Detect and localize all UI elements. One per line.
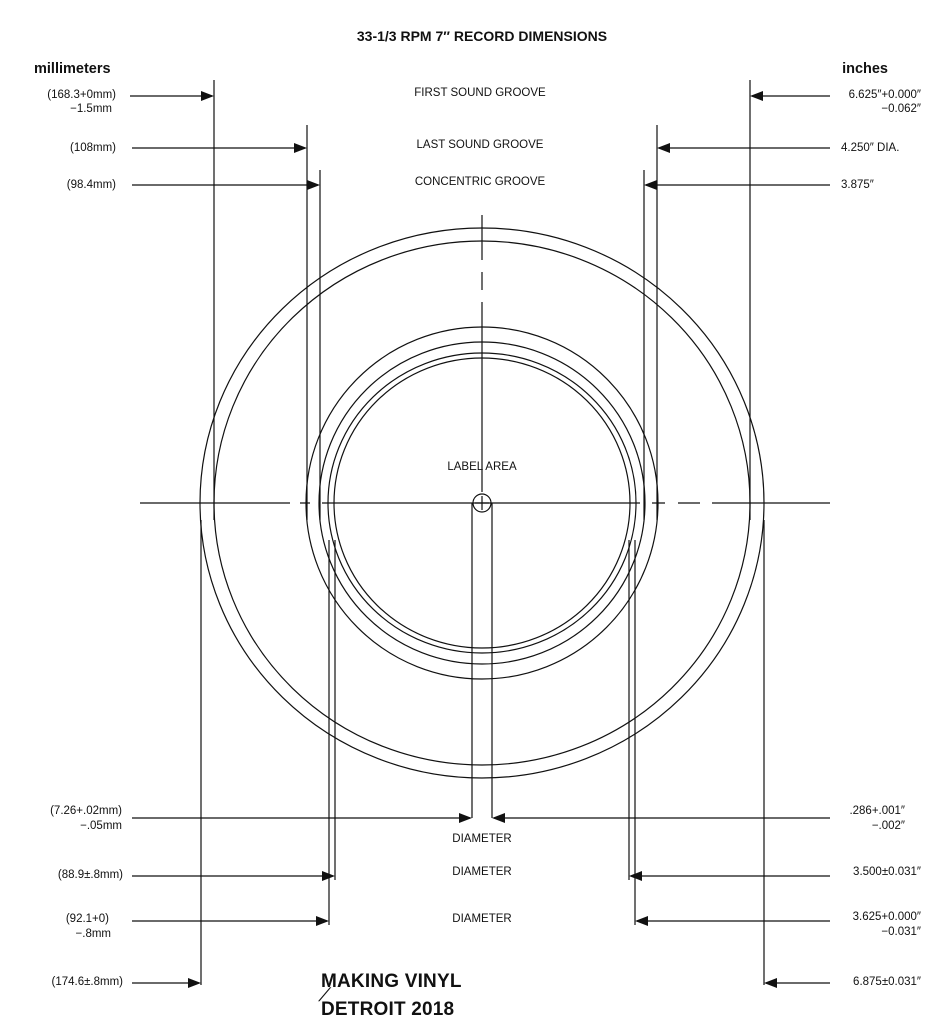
arrow-first-groove-left — [201, 91, 214, 101]
footer-right-text: DETROIT 2018 — [320, 999, 455, 1020]
arrow-last-groove-left — [294, 143, 307, 153]
in-record: 6.875±0.031″ — [853, 976, 921, 988]
label-area-label: LABEL AREA — [447, 461, 517, 473]
footer-left-text: MAKING VINYL — [320, 971, 462, 992]
arrow-last-groove-right — [657, 143, 670, 153]
page-title: 33-1/3 RPM 7″ RECORD DIMENSIONS — [356, 28, 608, 44]
arrow-record-left — [188, 978, 201, 988]
arrow-hole-left — [459, 813, 472, 823]
mm-record: (174.6±.8mm) — [51, 976, 123, 988]
mm-concentric-groove: (98.4mm) — [66, 179, 116, 191]
in-label-outer: 3.625+0.000″ — [852, 911, 921, 923]
mm-label-inner: (88.9±.8mm) — [57, 869, 123, 881]
in-first-sound-groove: 6.625″+0.000″ — [848, 89, 921, 101]
inches-header: inches — [842, 61, 888, 77]
label-outer-diameter-label: DIAMETER — [452, 913, 512, 925]
in-concentric-groove: 3.875″ — [841, 179, 874, 191]
mm-first-sound-groove-tolerance: −1.5mm — [70, 103, 112, 115]
label-inner-diameter-label: DIAMETER — [452, 866, 512, 878]
in-hole-tolerance: −.002″ — [871, 820, 905, 832]
hole-projection-lines — [472, 503, 492, 818]
arrow-label-outer-left — [316, 916, 329, 926]
footer-credit — [310, 961, 462, 1020]
arrow-hole-right — [492, 813, 505, 823]
mm-label-outer: (92.1+0) — [65, 913, 109, 925]
footer-slash: / — [315, 985, 333, 1006]
in-last-sound-groove: 4.250″ DIA. — [841, 142, 900, 154]
mm-last-sound-groove: (108mm) — [69, 142, 116, 154]
arrow-concentric-left — [307, 180, 320, 190]
mm-label-outer-tolerance: −.8mm — [75, 928, 111, 940]
mm-hole: (7.26+.02mm) — [50, 805, 122, 817]
in-hole: .286+.001″ — [849, 805, 905, 817]
hole-diameter-label: DIAMETER — [452, 833, 512, 845]
arrow-concentric-right — [644, 180, 657, 190]
in-label-outer-tolerance: −0.031″ — [881, 926, 921, 938]
in-label-inner: 3.500±0.031″ — [853, 866, 921, 878]
mm-first-sound-groove: (168.3+0mm) — [47, 89, 116, 101]
first-sound-groove-label: FIRST SOUND GROOVE — [414, 87, 546, 99]
mm-hole-tolerance: −.05mm — [80, 820, 122, 832]
arrow-label-outer-right — [635, 916, 648, 926]
in-first-sound-groove-tolerance: −0.062″ — [881, 103, 921, 115]
center-cross — [475, 496, 489, 510]
last-sound-groove-label: LAST SOUND GROOVE — [416, 139, 544, 151]
millimeters-header: millimeters — [34, 61, 111, 77]
concentric-groove-label: CONCENTRIC GROOVE — [414, 176, 546, 188]
